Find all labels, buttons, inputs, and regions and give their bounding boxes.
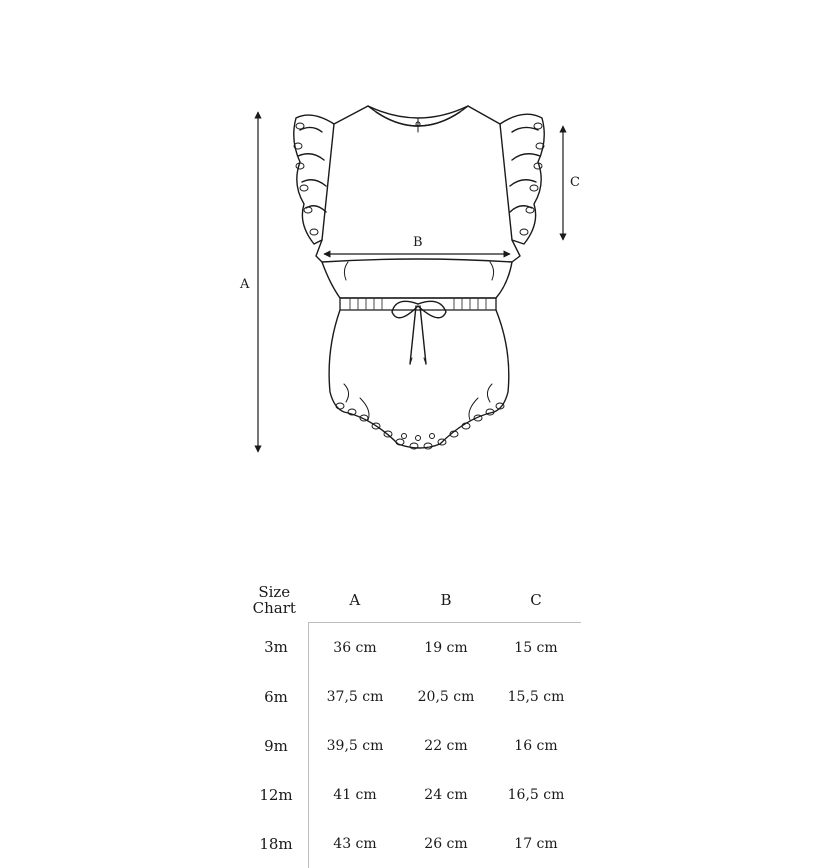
- table-row: [240, 721, 581, 770]
- size-chart-title-line1: Size: [258, 583, 291, 602]
- dimension-a: [239, 112, 258, 452]
- size-chart-title: [240, 578, 309, 623]
- cell-a: 41 cm: [309, 770, 402, 819]
- cell-c: 16,5 cm: [507, 786, 565, 803]
- cell-c: 16 cm: [514, 737, 558, 754]
- size-chart-table: [240, 578, 581, 868]
- romper-outline: [294, 106, 545, 449]
- dimension-c: [563, 126, 580, 240]
- dimension-c-label: C: [570, 175, 580, 190]
- cell-b: 20,5 cm: [417, 688, 475, 705]
- column-header-c: C: [491, 578, 581, 623]
- cell-a: 37,5 cm: [309, 672, 402, 721]
- cell-b: 22 cm: [424, 737, 468, 754]
- cell-a: 43 cm: [309, 819, 402, 868]
- cell-b: 24 cm: [424, 786, 468, 803]
- size-label: 18m: [259, 834, 293, 853]
- column-header-b: B: [401, 578, 491, 623]
- cell-b: 19 cm: [424, 639, 468, 656]
- cell-c: 15,5 cm: [507, 688, 565, 705]
- dimension-b: [324, 235, 510, 254]
- size-label: 6m: [264, 687, 288, 706]
- table-row: [240, 770, 581, 819]
- cell-c: 15 cm: [514, 639, 558, 656]
- cell-a: 36 cm: [309, 623, 402, 673]
- cell-c: 17 cm: [514, 835, 558, 852]
- table-row: [240, 623, 581, 673]
- dimension-a-label: A: [240, 277, 250, 292]
- size-chart-header-row: [240, 578, 581, 623]
- cell-b: 26 cm: [424, 835, 468, 852]
- table-row: [240, 819, 581, 868]
- dimension-b-label: B: [413, 235, 423, 250]
- column-header-a: A: [309, 578, 402, 623]
- size-chart-title-line2: Chart: [252, 599, 296, 618]
- cell-a: 39,5 cm: [309, 721, 402, 770]
- table-row: [240, 672, 581, 721]
- size-label: 3m: [264, 638, 288, 657]
- size-label: 9m: [264, 736, 288, 755]
- size-label: 12m: [259, 785, 293, 804]
